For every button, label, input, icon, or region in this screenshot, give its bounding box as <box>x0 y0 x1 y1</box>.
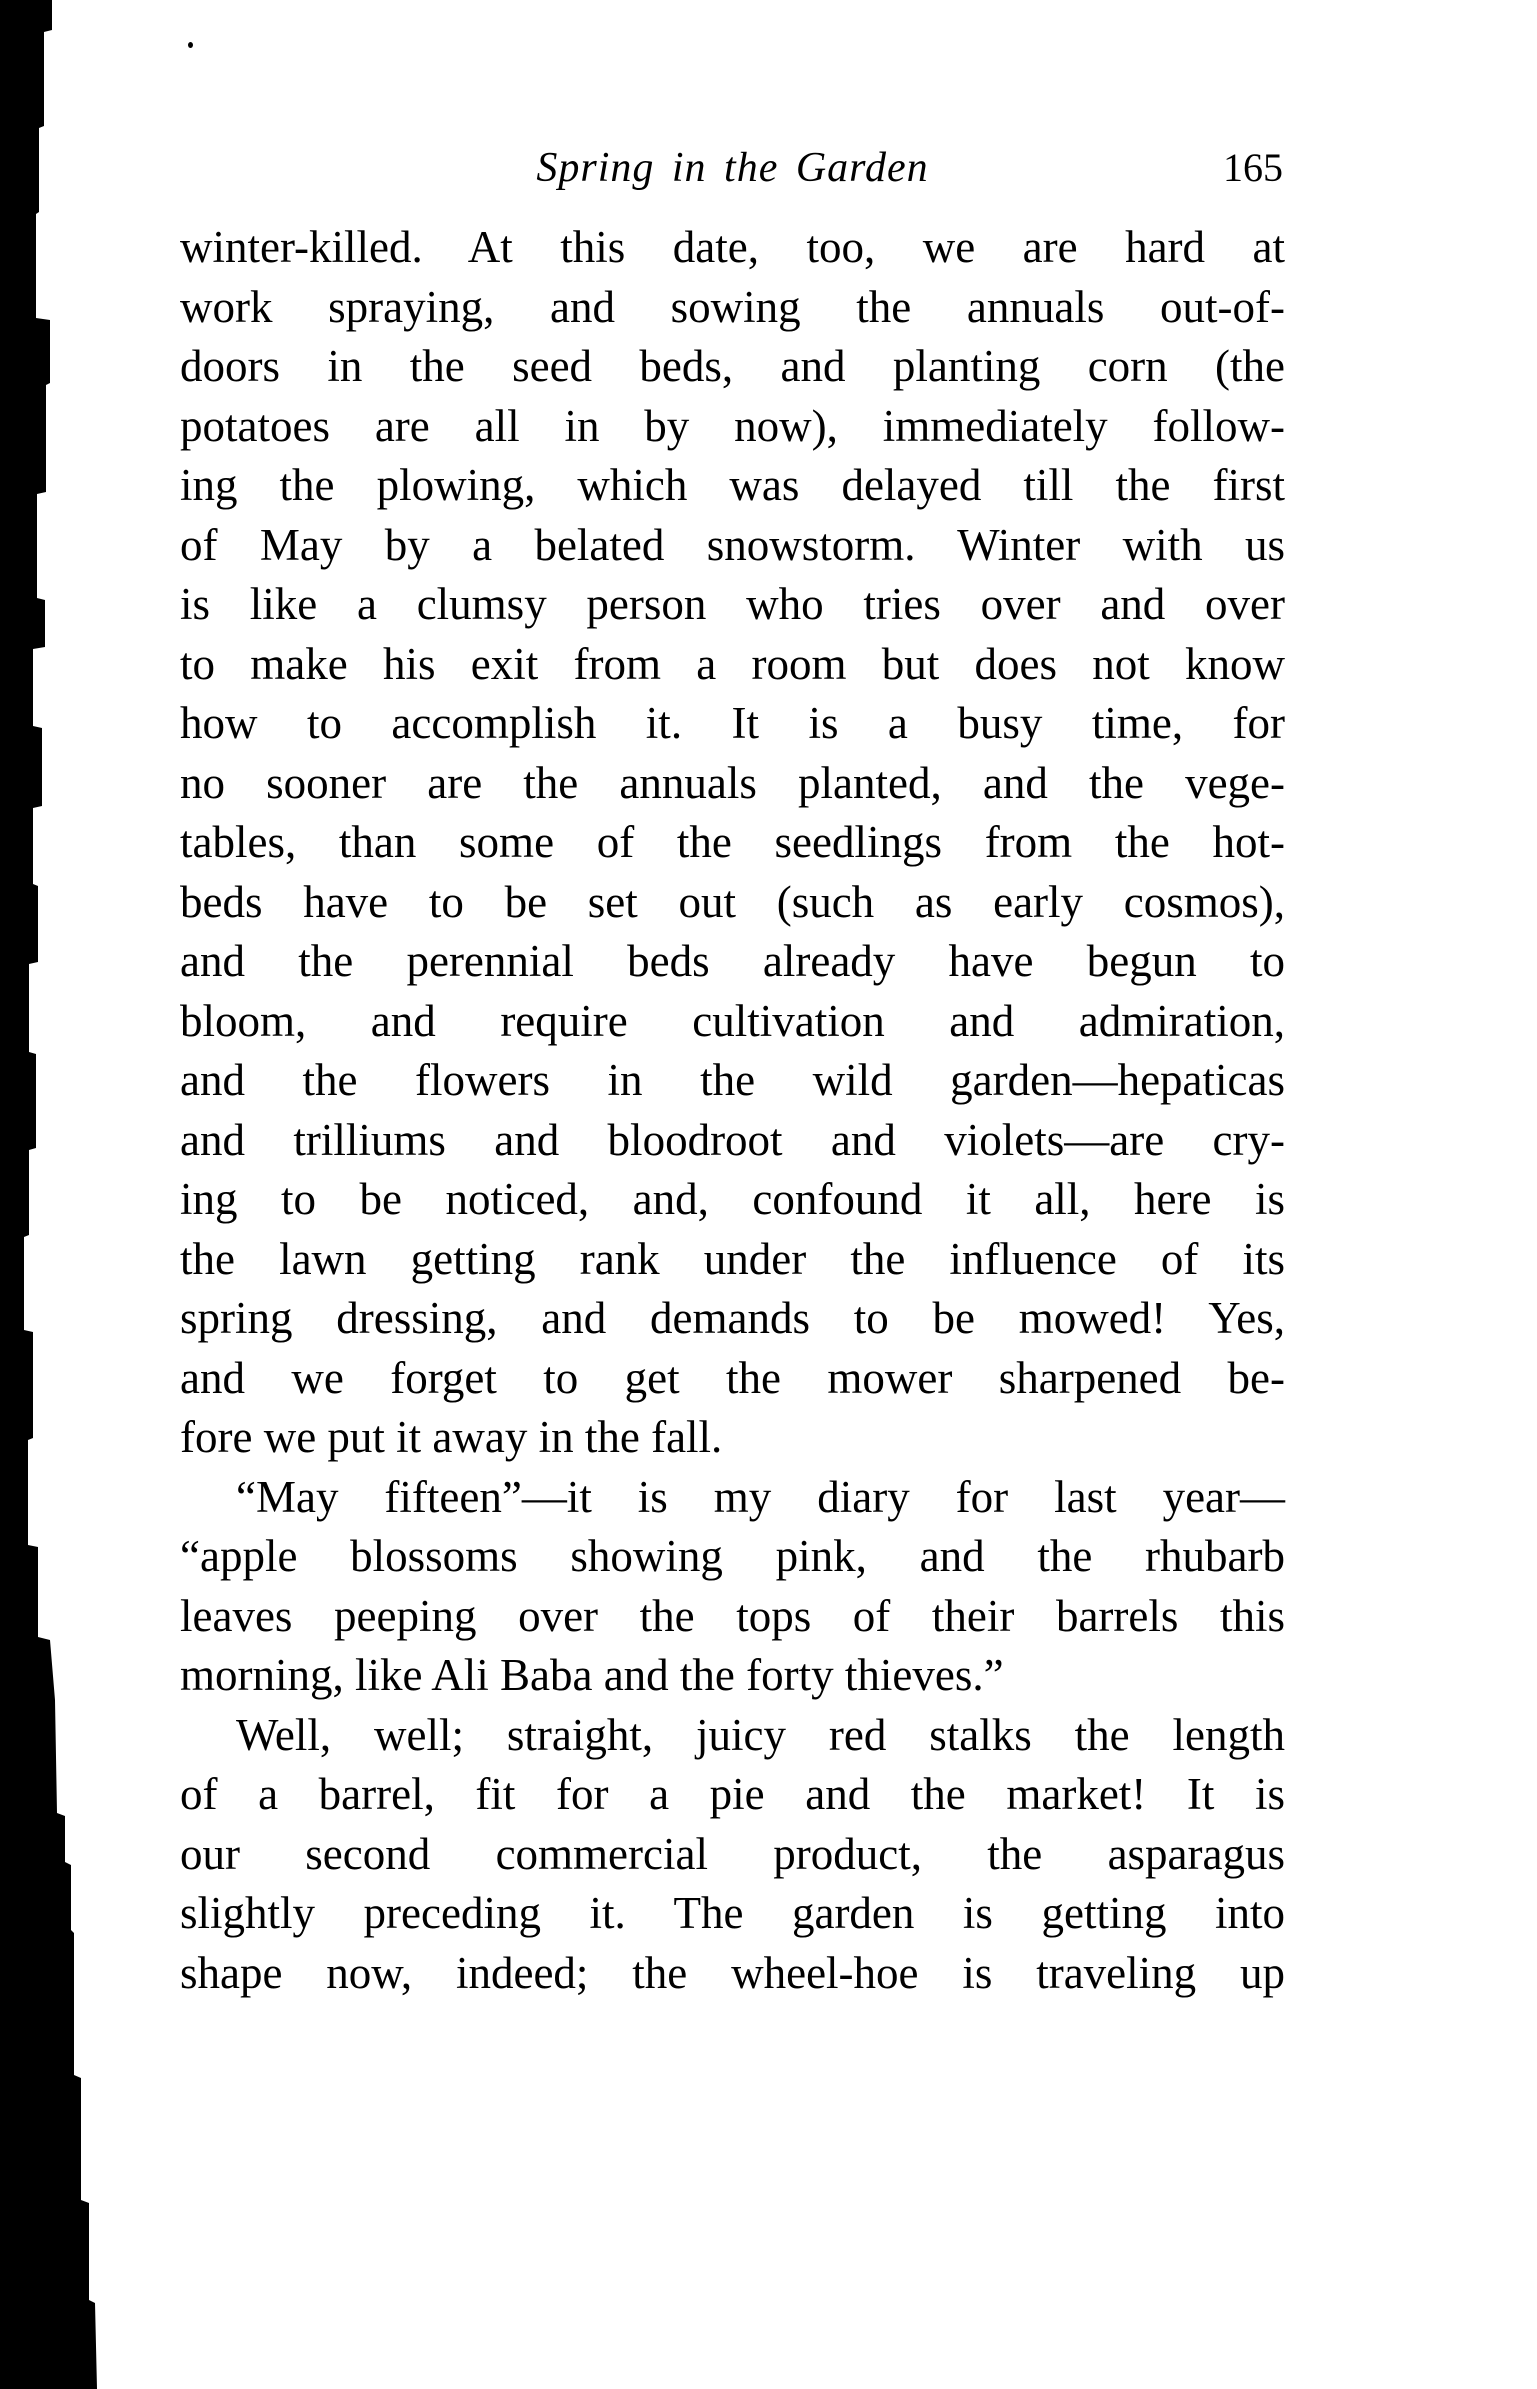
text-line: spring dressing, and demands to be mowed! Yes, <box>180 1293 1285 1343</box>
text-line: potatoes are all in by now), immediately follow- <box>180 400 1285 451</box>
text-line: tables, than some of the seedlings from the hot- <box>180 817 1285 867</box>
text-line: beds have to be set out (such as early cosmos), <box>180 876 1285 927</box>
text-line: work spraying, and sowing the annuals out-of- <box>180 281 1285 332</box>
text-line: ing to be noticed, and, confound it all, here is <box>180 1174 1285 1224</box>
text-line: and the perennial beds already have begun to <box>180 936 1285 986</box>
text-line: no sooner are the annuals planted, and the vege- <box>180 757 1285 808</box>
text-line: how to accomplish it. It is a busy time, for <box>180 698 1285 748</box>
text-line: leaves peeping over the tops of their barrels this <box>180 1590 1285 1641</box>
text-line: our second commercial product, the asparagus <box>180 1828 1285 1879</box>
text-line: the lawn getting rank under the influence of its <box>180 1233 1285 1284</box>
page-header <box>180 140 1285 202</box>
text-line: of a barrel, fit for a pie and the market! It is <box>180 1769 1285 1819</box>
text-line: ing the plowing, which was delayed till the first <box>180 460 1285 510</box>
text-line: morning, like Ali Baba and the forty thieves.” <box>180 1650 1004 1700</box>
text-line: shape now, indeed; the wheel-hoe is traveling up <box>180 1947 1285 1998</box>
text-line: to make his exit from a room but does not know <box>180 638 1285 689</box>
text-line: and the flowers in the wild garden—hepaticas <box>180 1055 1285 1105</box>
text-line: is like a clumsy person who tries over and over <box>180 579 1285 629</box>
text-line: “May fifteen”—it is my diary for last year— <box>236 1471 1285 1522</box>
page-number: 165 <box>1223 145 1283 190</box>
text-line: winter-killed. At this date, too, we are hard at <box>180 222 1285 272</box>
text-line: of May by a belated snowstorm. Winter with us <box>180 519 1285 570</box>
text-line: “apple blossoms showing pink, and the rhubarb <box>180 1531 1285 1581</box>
text-line: and trilliums and bloodroot and violets—are cry- <box>180 1114 1285 1165</box>
text-line: and we forget to get the mower sharpened be- <box>180 1352 1285 1403</box>
text-line: doors in the seed beds, and planting corn (the <box>180 341 1285 391</box>
text-line: bloom, and require cultivation and admiration, <box>180 995 1285 1046</box>
text-line: fore we put it away in the fall. <box>180 1412 723 1462</box>
scan-speck <box>188 42 193 48</box>
text-line: slightly preceding it. The garden is getting into <box>180 1888 1285 1938</box>
running-head: Spring in the Garden <box>536 145 929 191</box>
text-line: Well, well; straight, juicy red stalks the length <box>236 1709 1285 1760</box>
page-body <box>180 218 1285 2003</box>
